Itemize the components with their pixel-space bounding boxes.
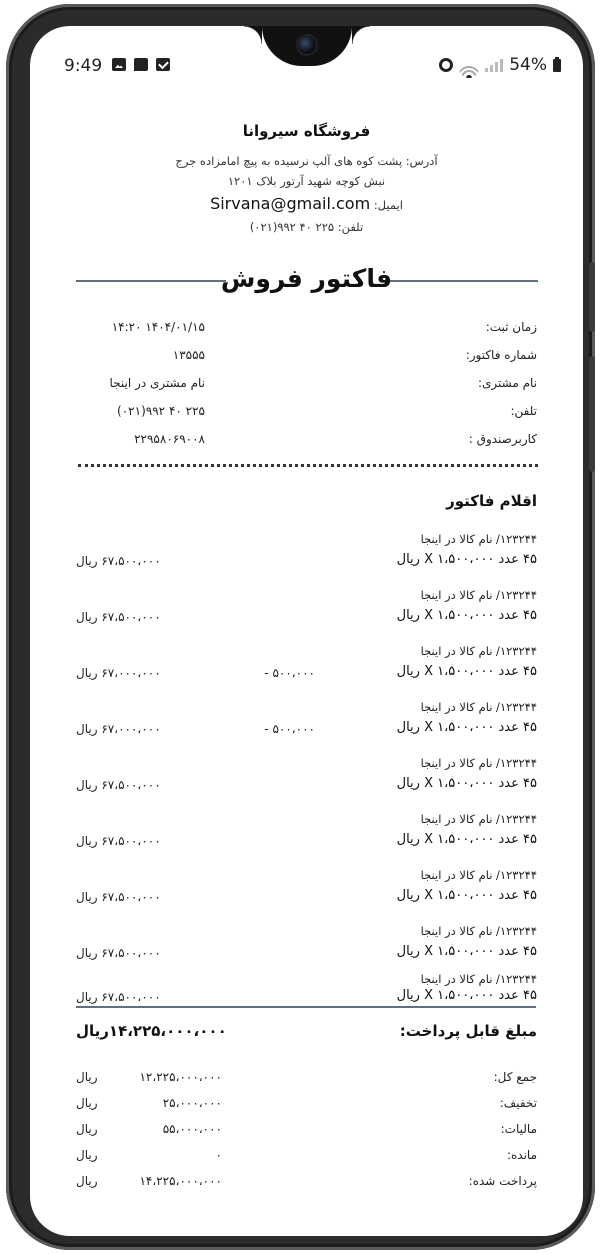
item-name: ۱۲۳۲۴۴/ نام کالا در اینجا [420, 588, 537, 602]
item-quantity: ۴۵ عدد X ۱،۵۰۰،۰۰۰ ریال [396, 888, 537, 903]
meta-label: زمان ثبت: [485, 320, 537, 334]
summary-label: پرداخت شده: [468, 1174, 537, 1188]
item-name: ۱۲۳۲۴۴/ نام کالا در اینجا [420, 868, 537, 882]
summary-unit: ریال [76, 1174, 98, 1188]
meta-label: کاربرصندوق : [468, 432, 537, 446]
meta-value: ۱۴۰۴/۰۱/۱۵ ۱۴:۲۰ [111, 320, 205, 334]
item-total: ۶۷،۰۰۰،۰۰۰ ریال [76, 722, 161, 736]
summary-divider [76, 1006, 536, 1008]
summary-value: ۲۵،۰۰۰،۰۰۰ [162, 1096, 222, 1110]
items-title: اقلام فاکتور [446, 492, 537, 510]
item-name: ۱۲۳۲۴۴/ نام کالا در اینجا [420, 700, 537, 714]
item-total: ۶۷،۵۰۰،۰۰۰ ریال [76, 890, 161, 904]
summary-unit: ریال [76, 1122, 98, 1136]
item-name: ۱۲۳۲۴۴/ نام کالا در اینجا [420, 756, 537, 770]
phone-frame [6, 4, 595, 1250]
shop-address-line1: آدرس: پشت کوه های آلپ نرسیده به پیچ امامزاده جرج [175, 154, 438, 168]
item-quantity: ۴۵ عدد X ۱،۵۰۰،۰۰۰ ریال [396, 988, 537, 1003]
signal-icon [485, 59, 503, 72]
payable-label: مبلغ قابل پرداخت: [399, 1022, 537, 1040]
item-discount: ۵۰۰،۰۰۰ - [264, 666, 315, 680]
shop-name: فروشگاه سیروانا [242, 122, 371, 140]
summary-value: ۱۴،۲۲۵،۰۰۰،۰۰۰ [139, 1174, 222, 1188]
dotted-divider [78, 464, 538, 467]
meta-value: نام مشتری در اینجا [109, 376, 205, 390]
item-total: ۶۷،۵۰۰،۰۰۰ ریال [76, 778, 161, 792]
item-name: ۱۲۳۲۴۴/ نام کالا در اینجا [420, 812, 537, 826]
shop-phone: (۰۲۱)۹۹۲ ۴۰ ۲۲۵ [249, 220, 335, 234]
item-total: ۶۷،۵۰۰،۰۰۰ ریال [76, 554, 161, 568]
status-icons-right [439, 56, 561, 74]
meta-value: ۲۲۹۵۸۰۶۹۰۰۸ [134, 432, 205, 446]
email-label: ایمیل: [373, 198, 403, 212]
battery-percent: 54% [509, 55, 547, 75]
meta-label: تلفن: [510, 404, 537, 418]
meta-value: ۱۳۵۵۵ [172, 348, 205, 362]
item-total: ۶۷،۵۰۰،۰۰۰ ریال [76, 834, 161, 848]
item-quantity: ۴۵ عدد X ۱،۵۰۰،۰۰۰ ریال [396, 664, 537, 679]
item-name: ۱۲۳۲۴۴/ نام کالا در اینجا [420, 644, 537, 658]
summary-unit: ریال [76, 1148, 98, 1162]
item-quantity: ۴۵ عدد X ۱،۵۰۰،۰۰۰ ریال [396, 944, 537, 959]
item-total: ۶۷،۵۰۰،۰۰۰ ریال [76, 990, 161, 1004]
status-time: 9:49 [64, 56, 103, 76]
summary-unit: ریال [76, 1070, 98, 1084]
item-total: ۶۷،۰۰۰،۰۰۰ ریال [76, 666, 161, 680]
meta-value: ۲۲۵ ۴۰ ۹۹۲(۰۲۱) [117, 404, 205, 418]
item-quantity: ۴۵ عدد X ۱،۵۰۰،۰۰۰ ریال [396, 608, 537, 623]
item-name: ۱۲۳۲۴۴/ نام کالا در اینجا [420, 972, 537, 986]
image-icon [112, 58, 126, 71]
meta-label: شماره فاکتور: [465, 348, 537, 362]
item-discount: ۵۰۰،۰۰۰ - [264, 722, 315, 736]
summary-label: مالیات: [500, 1122, 537, 1136]
invoice-receipt [30, 74, 583, 1236]
summary-unit: ریال [76, 1096, 98, 1110]
invoice-title: فاکتور فروش [220, 264, 393, 293]
phone-screen [30, 26, 583, 1236]
item-name: ۱۲۳۲۴۴/ نام کالا در اینجا [420, 532, 537, 546]
summary-label: مانده: [506, 1148, 537, 1162]
item-total: ۶۷،۵۰۰،۰۰۰ ریال [76, 610, 161, 624]
summary-value: ۵۵،۰۰۰،۰۰۰ [162, 1122, 222, 1136]
check-icon [156, 58, 170, 71]
item-quantity: ۴۵ عدد X ۱،۵۰۰،۰۰۰ ریال [396, 776, 537, 791]
shop-email-row [30, 194, 583, 213]
battery-icon [553, 59, 561, 72]
summary-value: ۱۲،۲۲۵،۰۰۰،۰۰۰ [139, 1070, 222, 1084]
alarm-icon [439, 58, 453, 72]
summary-value: ۰ [215, 1148, 222, 1162]
volume-button [589, 356, 595, 472]
payable-amount: ۱۴،۲۲۵،۰۰۰،۰۰۰ریال [76, 1022, 227, 1040]
message-icon [134, 58, 148, 71]
meta-label: نام مشتری: [477, 376, 537, 390]
shop-phone-row [30, 220, 583, 234]
power-button [589, 262, 595, 332]
summary-label: جمع کل: [493, 1070, 537, 1084]
shop-address-line2: نبش کوچه شهید آرتور بلاک ۱۲۰۱ [227, 174, 386, 188]
item-quantity: ۴۵ عدد X ۱،۵۰۰،۰۰۰ ریال [396, 720, 537, 735]
shop-email: Sirvana@gmail.com [210, 194, 371, 213]
item-quantity: ۴۵ عدد X ۱،۵۰۰،۰۰۰ ریال [396, 832, 537, 847]
camera-icon [298, 36, 316, 54]
phone-label: تلفن: [337, 220, 364, 234]
item-name: ۱۲۳۲۴۴/ نام کالا در اینجا [420, 924, 537, 938]
item-total: ۶۷،۵۰۰،۰۰۰ ریال [76, 946, 161, 960]
wifi-icon [459, 58, 479, 72]
item-quantity: ۴۵ عدد X ۱،۵۰۰،۰۰۰ ریال [396, 552, 537, 567]
summary-label: تخفیف: [499, 1096, 537, 1110]
